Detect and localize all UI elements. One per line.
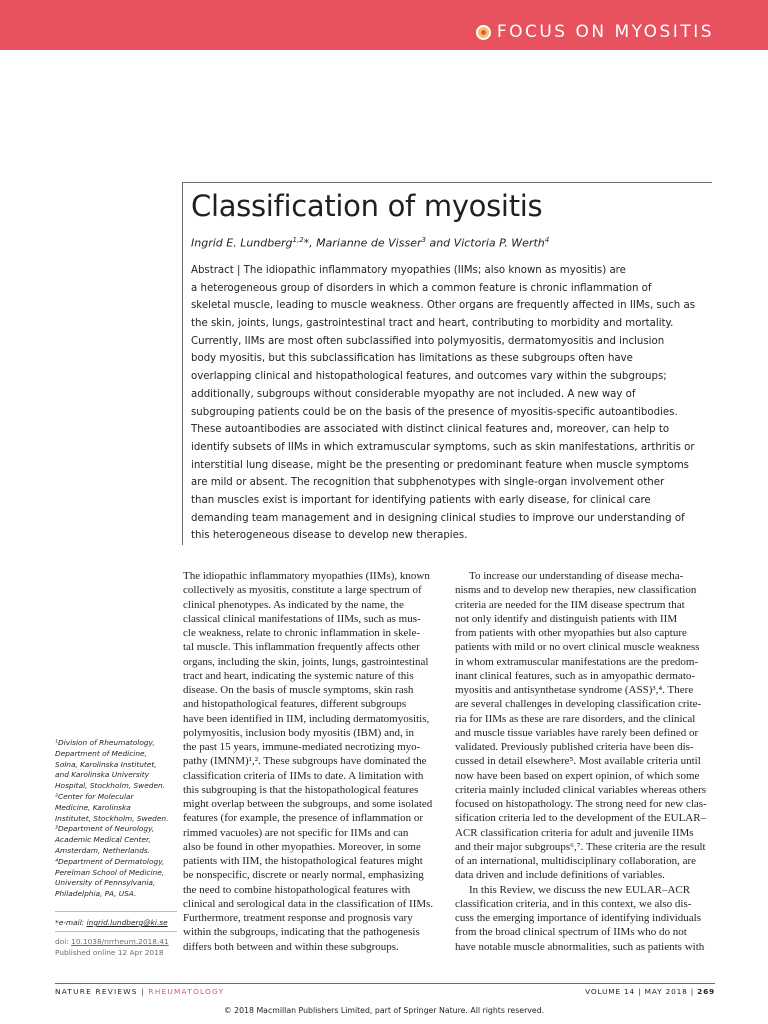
section-label-text: FOCUS ON MYOSITIS xyxy=(496,22,714,42)
abstract-line: demanding team management and in designing clinical studies to improve our understanding of xyxy=(191,512,685,524)
body-text-line: Furthermore, treatment response and prognosis vary xyxy=(183,912,413,924)
body-text-line: and histopathological features, different subgroups xyxy=(183,698,407,711)
body-column-left xyxy=(183,569,441,954)
abstract-text: The idiopathic inflammatory myopathies (IIMs; also known as myositis) are xyxy=(240,265,626,276)
body-text-line: in whom extramuscular manifestations are the predom- xyxy=(455,655,699,668)
affiliation-line: University of Pennsylvania, xyxy=(55,878,156,888)
author-list xyxy=(191,236,549,250)
affiliation-line: Medicine, Karolinska xyxy=(55,802,131,812)
body-text-line: pathy (IMNM)¹,². These subgroups have dominated the xyxy=(183,755,427,768)
journal-section: RHEUMATOLOGY xyxy=(148,987,225,996)
body-text-line: have notable muscle abnormalities, such as patients with xyxy=(455,940,705,953)
body-text-line: have been identified in IIM, including dermatomyositis, xyxy=(183,712,430,725)
body-text-line: To increase our understanding of disease mecha- xyxy=(469,570,684,582)
body-text-line: cle weakness, relate to chronic inflammation in skele- xyxy=(183,627,421,639)
affiliations xyxy=(55,738,180,900)
footer-rule xyxy=(55,983,715,984)
body-text-line: of an international, multidisciplinary collaboration, are xyxy=(455,855,697,867)
doi-link[interactable]: 10.1038/nrrheum.2018.41 xyxy=(71,937,169,946)
body-text-line: this subgrouping is that the histopathological features xyxy=(183,783,419,796)
abstract-line: identify subsets of IIMs in which extramuscular symptoms, such as skin manifestations, arthritis or xyxy=(191,441,695,453)
body-text-line: polymyositis, inclusion body myositis (IBM) and, in xyxy=(183,726,415,739)
body-text-line: tal muscle. This inflammation frequently affects other xyxy=(183,641,420,654)
footer-journal xyxy=(55,987,224,996)
doi-label: doi: xyxy=(55,937,69,946)
doi-block xyxy=(55,937,169,958)
divider xyxy=(55,911,177,912)
body-text-line: sification criteria led to the development of the EULAR– xyxy=(455,812,707,825)
author-affiliation-marker: 3 xyxy=(421,236,426,244)
body-text-line: criteria mainly included clinical variables whereas others xyxy=(455,783,707,796)
article-title: Classification of myositis xyxy=(191,189,543,223)
abstract-line: skeletal muscle, leading to muscle weakness. Other organs are frequently affected in IIMs, such as xyxy=(191,300,696,312)
body-text-line: are several challenges in developing classification crite- xyxy=(455,698,702,711)
body-text-line: might overlap between the subgroups, and some isolated xyxy=(183,798,433,810)
abstract xyxy=(191,262,719,545)
author-name: Ingrid E. Lundberg xyxy=(191,236,293,250)
body-text-line: classification criteria of IIMs to date. A limitation with xyxy=(183,769,424,782)
abstract-line xyxy=(191,262,719,280)
author-name: Victoria P. Werth xyxy=(453,236,545,250)
body-text-line: inant clinical features, such as in amyopathic dermato- xyxy=(455,669,696,682)
title-rule xyxy=(182,182,712,183)
body-text-line: cuss the emerging importance of identifying individuals xyxy=(455,912,702,924)
author-name: Marianne de Visser xyxy=(316,236,422,250)
body-text-line: differs both between and within these subgroups. xyxy=(183,940,399,953)
affiliation-line: Perelman School of Medicine, xyxy=(55,867,165,877)
target-icon xyxy=(476,25,491,40)
abstract-line: than muscles exist is important for identifying patients with early disease, for clinical care xyxy=(191,494,651,506)
email-label: *e-mail: xyxy=(55,918,87,927)
author-separator: and xyxy=(425,236,454,250)
body-text-line: be nonspecific, discrete or nearly normal, emphasizing xyxy=(183,869,424,882)
body-text-line: disease. On the basis of muscle symptoms, skin rash xyxy=(183,684,414,696)
body-text-line: ACR classification criteria for adult and juvenile IIMs xyxy=(455,826,694,839)
affiliation-line: ⁴Department of Dermatology, xyxy=(55,856,165,866)
body-column-right xyxy=(455,569,713,954)
affiliation-line: Hospital, Stockholm, Sweden. xyxy=(55,781,166,791)
body-text-line: classical clinical manifestations of IIMs, such as mus- xyxy=(183,612,421,625)
author-affiliation-marker: 1,2 xyxy=(292,236,304,244)
page-number: 269 xyxy=(697,987,715,996)
volume-info: VOLUME 14 | MAY 2018 | xyxy=(585,987,698,996)
body-text-line: clinical phenotypes. As indicated by the name, the xyxy=(183,598,404,611)
body-text-line: the need to combine histopathological features with xyxy=(183,883,411,896)
body-text-line: validated. Previously published criteria have been dis- xyxy=(455,741,694,753)
abstract-line: subgrouping patients could be on the basis of the presence of myositis-specific autoantibodies. xyxy=(191,406,678,418)
body-text-line: rimmed vacuoles) are not specific for IIMs and can xyxy=(183,826,409,839)
affiliation-line: Amsterdam, Netherlands. xyxy=(55,845,151,855)
abstract-lead: Abstract | xyxy=(191,265,241,276)
body-text-line: now have been based on expert opinion, of which some xyxy=(455,769,700,782)
body-text-line: and muscle tissue variables have rarely been defined or xyxy=(455,726,699,739)
body-text-line: data driven and include definitions of variables. xyxy=(455,869,665,882)
abstract-line: interstitial lung disease, might be the presenting or predominant feature when muscle symptoms xyxy=(191,459,689,471)
abstract-line: overlapping clinical and histopathological features, and outcomes vary within the subgroups; xyxy=(191,371,667,383)
body-text-line: classification criteria, and in this context, we also dis- xyxy=(455,897,692,910)
published-date: Published online 12 Apr 2018 xyxy=(55,947,164,957)
body-text-line: In this Review, we discuss the new EULAR–ACR xyxy=(469,883,691,896)
author-separator: *, xyxy=(303,236,317,250)
footer-volume xyxy=(585,987,715,996)
affiliation-line: Academic Medical Center, xyxy=(55,835,151,845)
correspondence-email xyxy=(55,918,168,927)
body-text-line: myositis and antisynthetase syndrome (ASS)³,⁴. There xyxy=(455,684,694,696)
abstract-line: are mild or absent. The recognition that subphenotypes with single-organ involvement other xyxy=(191,477,665,489)
body-text-line: and their major subgroups⁶,⁷. These criteria are the result xyxy=(455,840,706,853)
divider xyxy=(55,931,177,932)
affiliation-line: Solna, Karolinska Institutet, xyxy=(55,759,157,769)
body-text-line: cussed in detail elsewhere⁵. Most available criteria until xyxy=(455,755,701,768)
body-text-line: patients with mild or no overt clinical muscle weakness xyxy=(455,641,700,654)
footer-separator: | xyxy=(137,987,149,996)
abstract-line: additionally, subgroups without considerable myopathy are not included. A new way of xyxy=(191,388,636,400)
affiliation-line: and Karolinska University xyxy=(55,770,150,780)
author-affiliation-marker: 4 xyxy=(544,236,550,244)
affiliation-line: Department of Medicine, xyxy=(55,748,147,758)
abstract-line: These autoantibodies are associated with distinct clinical features and, moreover, can help to xyxy=(191,424,670,436)
copyright-notice: © 2018 Macmillan Publishers Limited, part of Springer Nature. All rights reserved. xyxy=(223,1006,545,1015)
body-text-line: clinical and serological data in the classification of IIMs. xyxy=(183,897,434,910)
body-text-line: features (for example, the presence of inflammation or xyxy=(183,812,424,825)
body-text-line: from patients with other myopathies but also capture xyxy=(455,627,687,639)
abstract-line: this heterogeneous disease to develop new therapies. xyxy=(191,530,468,542)
body-text-line: within the subgroups, indicating that the pathogenesis xyxy=(183,926,420,939)
abstract-line: a heterogeneous group of disorders in which a common feature is chronic inflammation of xyxy=(191,282,652,294)
abstract-line: the skin, joints, lungs, gastrointestinal tract and heart, contributing to morbidity and mortality. xyxy=(191,318,674,330)
affiliation-line: Philadelphia, PA, USA. xyxy=(55,889,137,899)
affiliation-line: ³Department of Neurology, xyxy=(55,824,155,834)
affiliation-line: ¹Division of Rheumatology, xyxy=(55,738,155,747)
body-text-line: ria for IIMs as these are rare disorders, and the clinical xyxy=(455,712,696,725)
affiliation-line: Institutet, Stockholm, Sweden. xyxy=(55,813,169,823)
email-link[interactable]: ingrid.lundberg@ki.se xyxy=(86,918,168,927)
body-text-line: focused on histopathology. The strong need for new clas- xyxy=(455,798,707,810)
abstract-line: Currently, IIMs are most often subclassified into polymyositis, dermatomyositis and inclusion xyxy=(191,335,665,347)
body-text-line: patients with IIM, the histopathological features might xyxy=(183,855,423,867)
body-text-line: organs, including the skin, joints, lungs, gastrointestinal xyxy=(183,655,429,668)
body-text-line: collectively as myositis, constitute a large spectrum of xyxy=(183,584,422,597)
abstract-side-rule xyxy=(182,182,183,545)
body-text-line: from the broad clinical spectrum of IIMs who do not xyxy=(455,926,687,939)
body-text-line: also be found in other myopathies. Moreover, in some xyxy=(183,840,421,853)
affiliation-line: ²Center for Molecular xyxy=(55,791,134,801)
body-text-line: the past 15 years, immune-mediated necrotizing myo- xyxy=(183,741,421,753)
body-text-line: The idiopathic inflammatory myopathies (IIMs), known xyxy=(183,570,430,582)
journal-name: NATURE REVIEWS xyxy=(55,987,138,996)
abstract-line: body myositis, but this subclassification has limitations as these subgroups often have xyxy=(191,353,633,365)
body-text-line: criteria are needed for the IIM disease spectrum that xyxy=(455,598,685,611)
body-text-line: not only identify and distinguish patients with IIM xyxy=(455,612,678,625)
body-text-line: tract and heart, indicating the systemic nature of this xyxy=(183,669,414,682)
body-text-line: nisms and to develop new therapies, new classification xyxy=(455,584,697,597)
section-label xyxy=(476,22,714,42)
